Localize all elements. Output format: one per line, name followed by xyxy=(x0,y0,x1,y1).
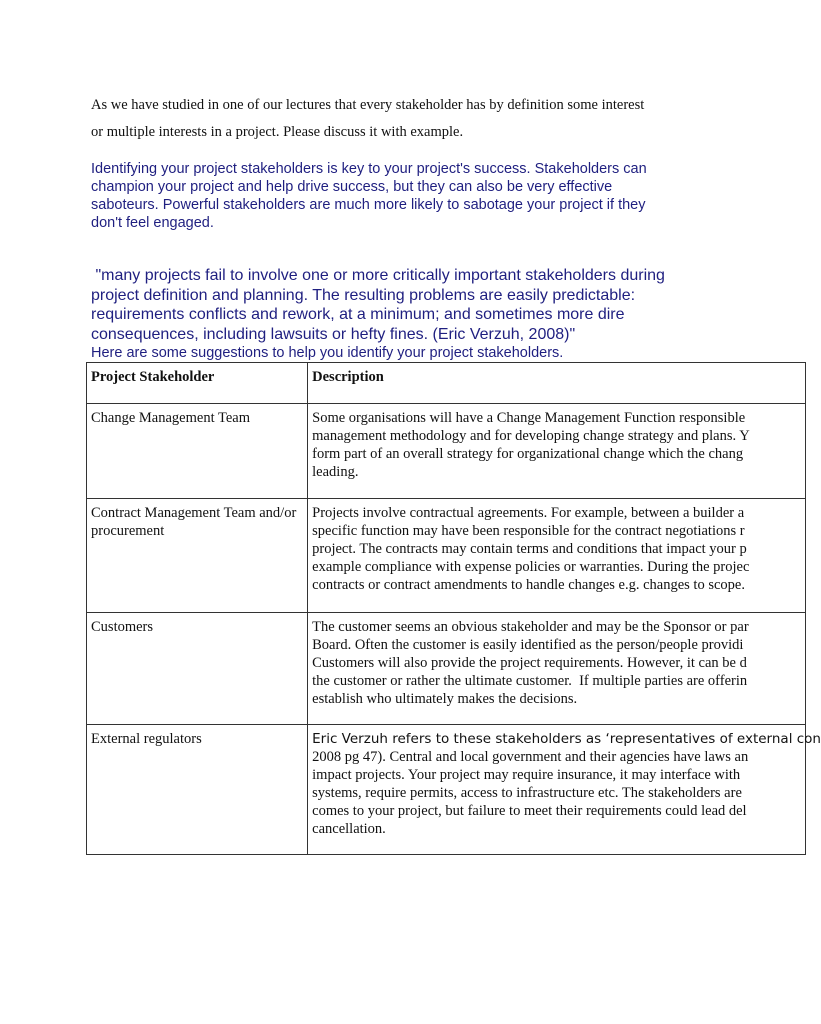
answer-intro-line: champion your project and help drive success, but they can also be very effective xyxy=(91,179,613,195)
answer-intro-line: Identifying your project stakeholders is key to your project's success. Stakeholders can xyxy=(91,161,647,177)
stakeholder-description xyxy=(308,725,821,855)
description-line: form part of an overall strategy for organizational change which the chang xyxy=(312,446,744,462)
question-paragraph xyxy=(91,92,768,146)
description-line: Eric Verzuh refers to these stakeholders as ‘representatives of external con xyxy=(312,731,821,747)
description-line: cancellation. xyxy=(312,821,386,837)
header-project-stakeholder: Project Stakeholder xyxy=(87,363,308,404)
suggestion-text: Here are some suggestions to help you identify your project stakeholders. xyxy=(91,345,564,361)
quote-line: "many projects fail to involve one or more critically important stakeholders during xyxy=(91,267,665,284)
description-line: 2008 pg 47). Central and local government and their agencies have laws an xyxy=(312,749,749,765)
description-line: impact projects. Your project may require insurance, it may interface with xyxy=(312,767,741,783)
table-row xyxy=(87,499,806,613)
description-line: Customers will also provide the project requirements. However, it can be d xyxy=(312,655,747,671)
description-line: example compliance with expense policies or warranties. During the projec xyxy=(312,559,750,575)
description-line: systems, require permits, access to infrastructure etc. The stakeholders are xyxy=(312,785,742,801)
answer-intro-line: don't feel engaged. xyxy=(91,215,214,231)
description-line: comes to your project, but failure to meet their requirements could lead del xyxy=(312,803,747,819)
description-line: contracts or contract amendments to handle changes e.g. changes to scope. xyxy=(312,577,745,593)
stakeholder-name: External regulators xyxy=(87,725,308,855)
stakeholder-name: Contract Management Team and/or procurement xyxy=(87,499,308,613)
suggestion-paragraph xyxy=(91,344,751,362)
table-row xyxy=(87,613,806,725)
question-line: or multiple interests in a project. Please discuss it with example. xyxy=(91,124,464,140)
table-row xyxy=(87,404,806,499)
description-line: Board. Often the customer is easily identified as the person/people providi xyxy=(312,637,744,653)
description-line: management methodology and for developing change strategy and plans. Y xyxy=(312,428,750,444)
stakeholder-table xyxy=(86,362,821,855)
stakeholder-description xyxy=(308,613,806,725)
table-header-row xyxy=(87,363,806,404)
stakeholder-description xyxy=(308,404,806,499)
description-line: project. The contracts may contain terms and conditions that impact your p xyxy=(312,541,747,557)
description-line: the customer or rather the ultimate customer. If multiple parties are offerin xyxy=(312,673,748,689)
description-line: Projects involve contractual agreements. For example, between a builder a xyxy=(312,505,745,521)
question-line: As we have studied in one of our lectures that every stakeholder has by definition some interest xyxy=(91,97,645,113)
stakeholder-name: Customers xyxy=(87,613,308,725)
answer-intro-paragraph xyxy=(91,160,751,232)
stakeholder-description xyxy=(308,499,806,613)
description-line: The customer seems an obvious stakeholder and may be the Sponsor or par xyxy=(312,619,749,635)
header-description: Description xyxy=(308,363,806,404)
table-row xyxy=(87,725,806,855)
description-line: establish who ultimately makes the decisions. xyxy=(312,691,578,707)
quote-paragraph xyxy=(91,266,751,344)
description-line: specific function may have been responsible for the contract negotiations r xyxy=(312,523,745,539)
answer-intro-line: saboteurs. Powerful stakeholders are much more likely to sabotage your project if they xyxy=(91,197,646,213)
description-line: Some organisations will have a Change Management Function responsible xyxy=(312,410,746,426)
quote-line: consequences, including lawsuits or hefty fines. (Eric Verzuh, 2008)" xyxy=(91,325,576,343)
stakeholder-name: Change Management Team xyxy=(87,404,308,499)
description-line: leading. xyxy=(312,464,359,480)
quote-line: requirements conflicts and rework, at a minimum; and sometimes more dire xyxy=(91,306,625,323)
quote-line: project definition and planning. The resulting problems are easily predictable: xyxy=(91,286,636,304)
